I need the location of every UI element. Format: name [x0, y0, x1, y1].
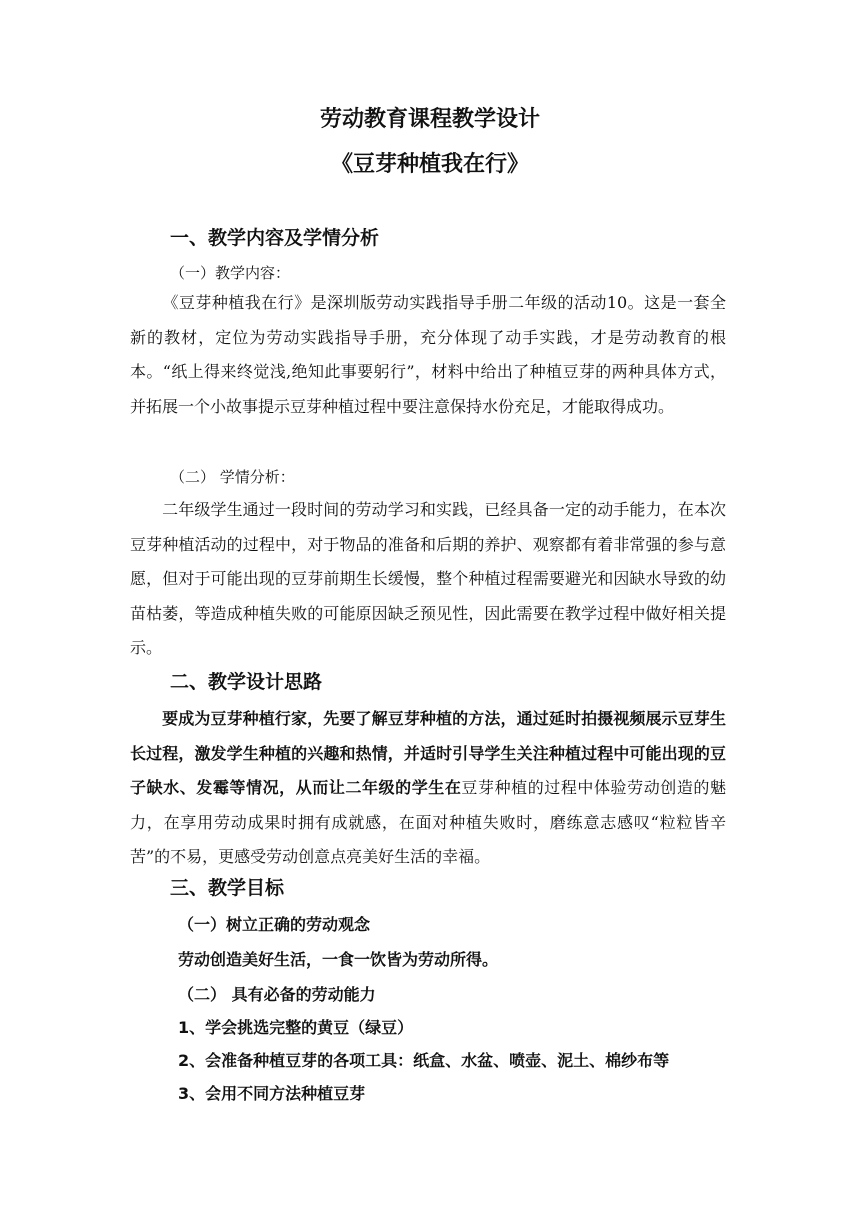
section-2-paragraph-rest: 豆芽种植的过程中体验劳动创造的魅力，在享用劳动成果时拥有成就感，在面对种植失败时，磨练意志感叹“粒粒皆辛苦”的不易，更感受劳动创意点亮美好生活的幸福。 — [130, 778, 726, 866]
section-3-line-1: 劳动创造美好生活，一食一饮皆为劳动所得。 — [178, 950, 499, 969]
section-3-sub-2: （二） 具有必备的劳动能力 — [178, 985, 376, 1004]
section-1-heading: 一、教学内容及学情分析 — [170, 227, 380, 249]
document-title: 劳动教育课程教学设计 — [319, 107, 540, 132]
section-1-paragraph-1 — [130, 286, 726, 424]
section-3-item-1: 1、学会挑选完整的黄豆（绿豆） — [178, 1018, 414, 1037]
section-3-sub-1: （一）树立正确的劳动观念 — [178, 915, 371, 934]
section-2-paragraph — [130, 702, 726, 875]
section-1-paragraph-2 — [130, 493, 726, 666]
section-3-item-3: 3、会用不同方法种植豆芽 — [178, 1084, 366, 1103]
section-1-sub-1: （一）教学内容： — [170, 264, 291, 282]
section-3-heading: 三、教学目标 — [170, 877, 285, 899]
section-1-paragraph-2-text: 二年级学生通过一段时间的劳动学习和实践，已经具备一定的动手能力，在本次豆芽种植活动的过程中，对于物品的准备和后期的养护、观察都有着非常强的参与意愿，但对于可能出现的豆芽前期生长缓慢，整个种植过程需要避光和因缺水导致的幼苗枯萎，等造成种植失败的可能原因缺乏预见性，因此需要在教学过程中做好相关提示。 — [130, 500, 726, 657]
section-2-heading: 二、教学设计思路 — [170, 671, 323, 693]
document-subtitle: 《豆芽种植我在行》 — [330, 152, 529, 177]
section-1-paragraph-1-text: 《豆芽种植我在行》是深圳版劳动实践指导手册二年级的活动10。这是一套全新的教材，定位为劳动实践指导手册，充分体现了动手实践，才是劳动教育的根本。“纸上得来终觉浅,绝知此事要躬行”，材料中给出了种植豆芽的两种具体方式，并拓展一个小故事提示豆芽种植过程中要注意保持水份充足，才能取得成功。 — [130, 293, 726, 416]
section-2-paragraph-bold: 要成为豆芽种植行家，先要了解豆芽种植的方法，通过延时拍摄视频展示豆芽生长过程，激发学生种植的兴趣和热情，并适时引导学生关注种植过程中可能出现的豆子缺水、发霉等情况，从而让二年级的学生在 — [130, 709, 726, 797]
section-3-item-2: 2、会准备种植豆芽的各项工具：纸盒、水盆、喷壶、泥土、棉纱布等 — [178, 1051, 670, 1070]
section-1-sub-2: （二） 学情分析： — [170, 468, 295, 486]
